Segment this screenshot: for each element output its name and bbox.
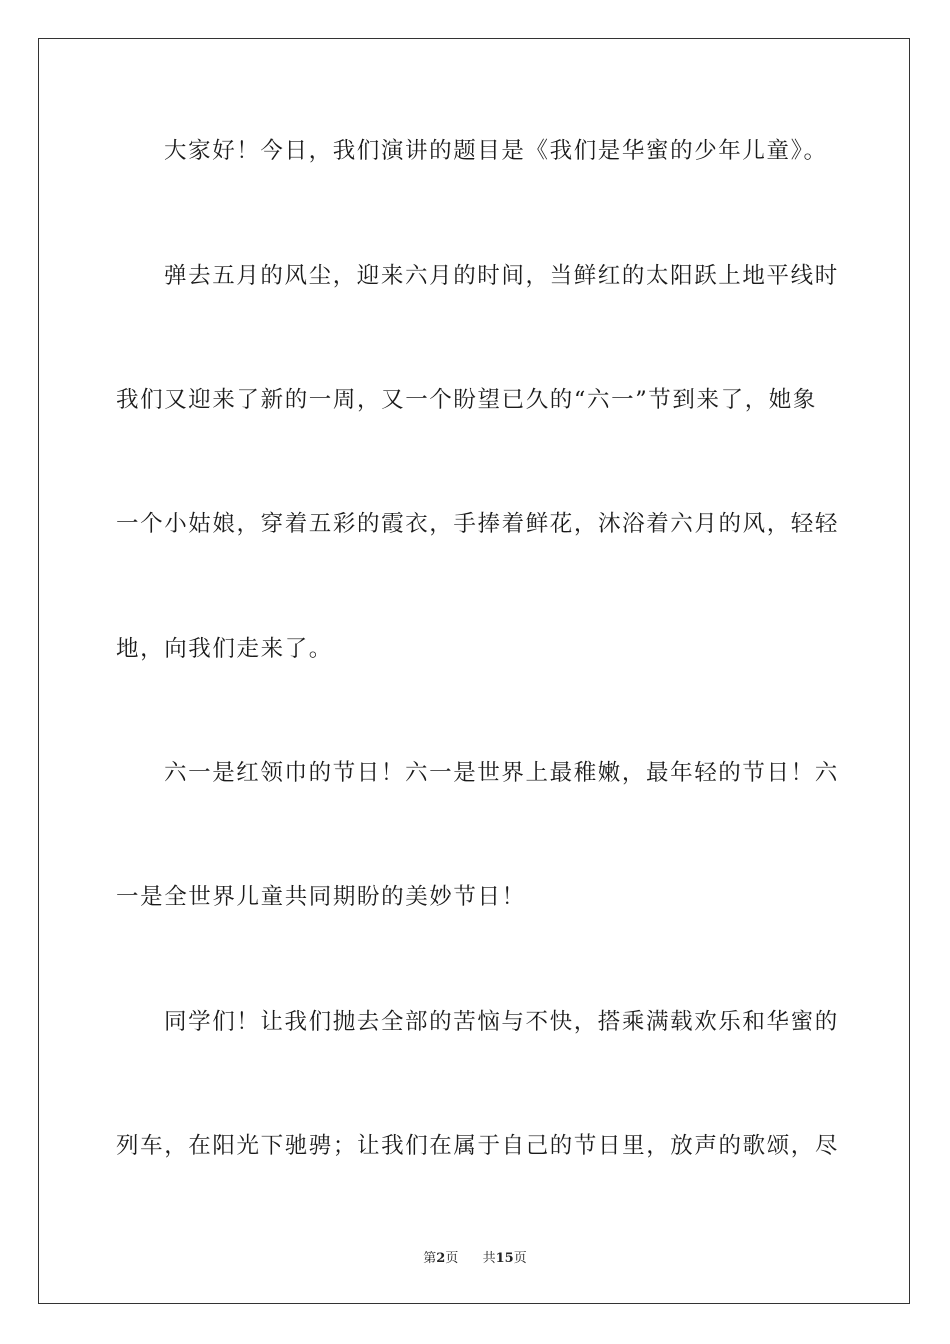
total-pages: 15 — [495, 1251, 514, 1266]
paragraph-line: 同学们！让我们抛去全部的苦恼与不快，搭乘满载欢乐和华蜜的 — [164, 1009, 839, 1035]
page-label-suffix: 页 — [445, 1251, 459, 1266]
paragraph-line: 地，向我们走来了。 — [116, 636, 333, 662]
page-number: 2 — [436, 1251, 446, 1266]
paragraph-line: 大家好！今日，我们演讲的题目是《我们是华蜜的少年儿童》。 — [164, 138, 828, 164]
total-label-suffix: 页 — [513, 1251, 527, 1266]
paragraph-line: 一是全世界儿童共同期盼的美妙节日！ — [116, 884, 526, 910]
page-label-prefix: 第 — [423, 1251, 437, 1266]
paragraph-line: 六一是红领巾的节日！六一是世界上最稚嫩，最年轻的节日！六 — [164, 760, 839, 786]
page-border — [38, 38, 910, 1304]
page-footer — [0, 1247, 950, 1266]
paragraph-line: 我们又迎来了新的一周，又一个盼望已久的“六一”节到来了，她象 — [116, 387, 818, 413]
paragraph-line: 一个小姑娘，穿着五彩的霞衣，手捧着鲜花，沐浴着六月的风，轻轻 — [116, 511, 840, 537]
total-label-prefix: 共 — [482, 1251, 496, 1266]
paragraph-line: 弹去五月的风尘，迎来六月的时间，当鲜红的太阳跃上地平线时 — [164, 263, 839, 289]
paragraph-line: 列车，在阳光下驰骋；让我们在属于自己的节日里，放声的歌颂，尽 — [116, 1133, 840, 1159]
